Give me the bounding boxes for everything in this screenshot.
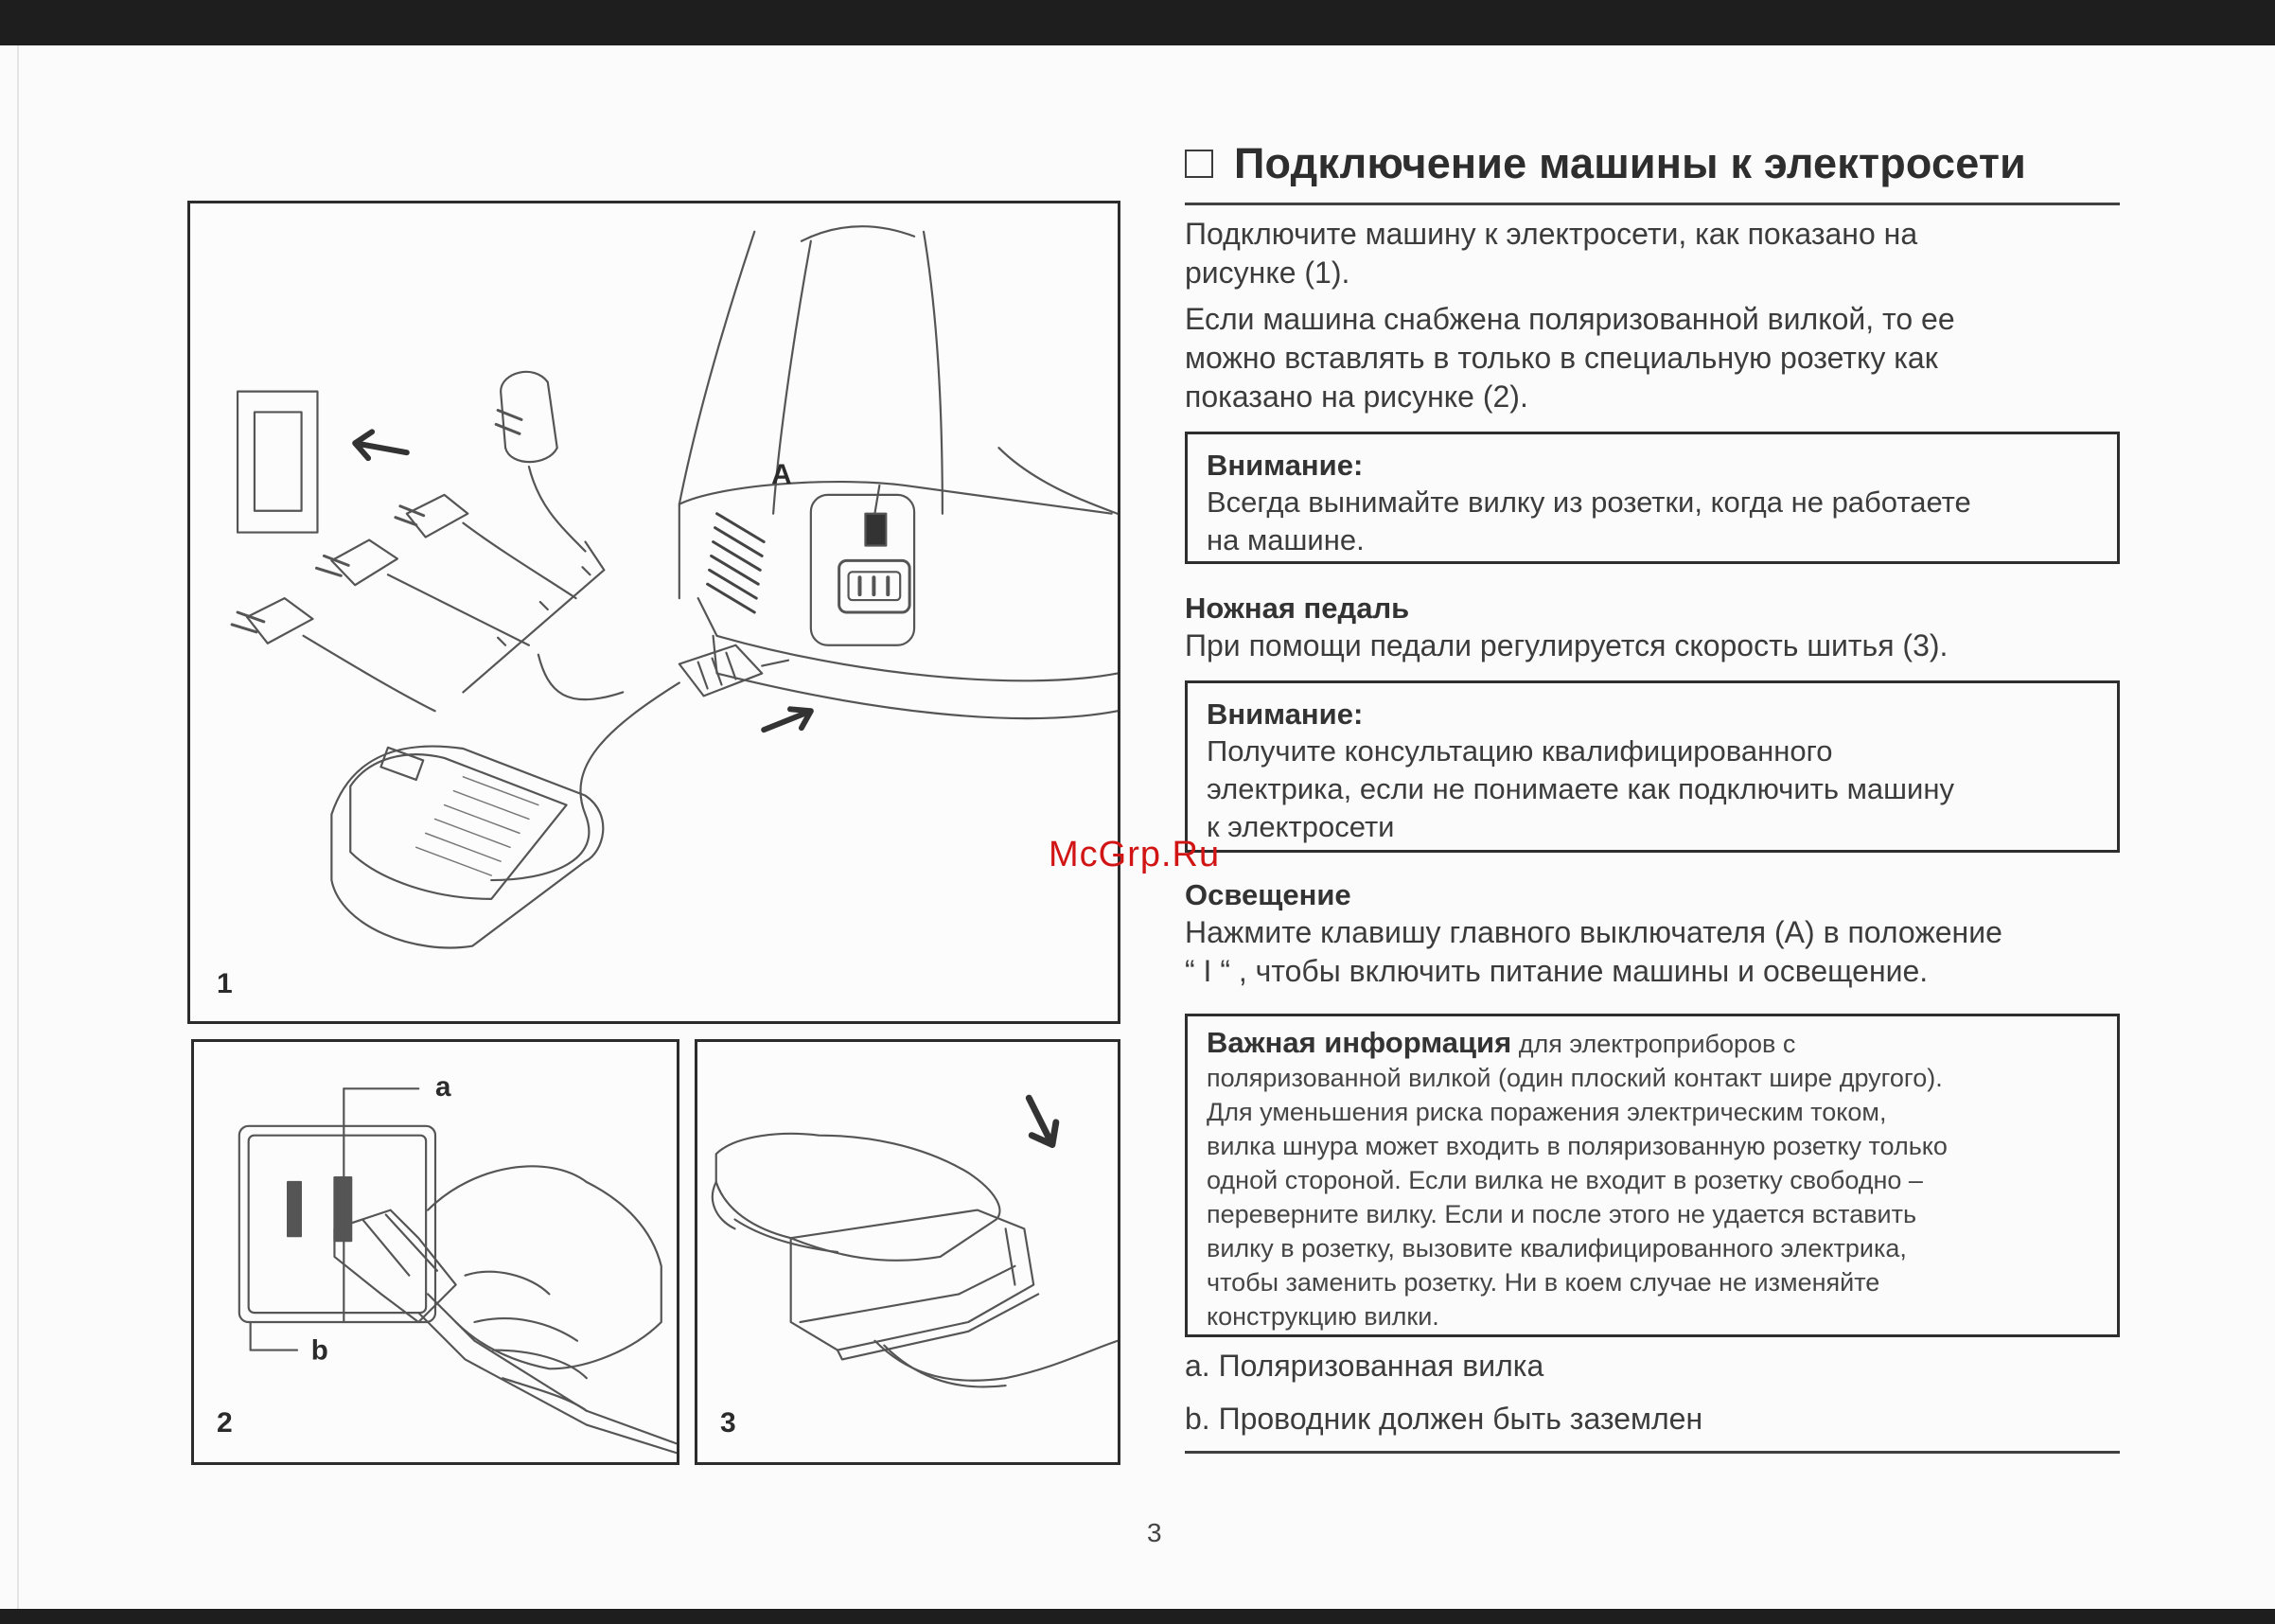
- label-A: A: [771, 458, 792, 490]
- arrow-press-down-icon: [1029, 1098, 1056, 1144]
- title-rule: [1185, 203, 2120, 205]
- figure-1-illustration: [190, 203, 1118, 1021]
- bottom-rule: [1185, 1451, 2120, 1454]
- section-title: Подключение машины к электросети: [1234, 139, 2026, 187]
- legend-item-a: a. Поляризованная вилка: [1185, 1349, 1544, 1383]
- figure-3-illustration: [697, 1042, 1118, 1462]
- foot-pedal-text: При помощи педали регулируется скорость шитья (3).: [1185, 628, 1949, 662]
- intro-paragraph-1: Подключите машину к электросети, как показано на рисунке (1).: [1185, 217, 1918, 290]
- figure-2-illustration: [194, 1042, 677, 1462]
- power-switch-panel: [811, 495, 914, 645]
- hand: [428, 1166, 661, 1368]
- lighting-heading: Освещение: [1185, 878, 1351, 911]
- power-switch-a: [865, 514, 886, 546]
- arrow-to-outlet-icon: [355, 432, 407, 458]
- foot-pedal: [331, 747, 603, 948]
- lighting-section: Освещение Нажмите клавишу главного выключателя (A) в положение “ I “ , чтобы включить питание машины и освещение.: [1185, 877, 2120, 991]
- figure-1-number: 1: [217, 968, 233, 999]
- warning-2-heading: Внимание:: [1207, 697, 1364, 731]
- foot-pedal-section: [1185, 591, 2120, 665]
- label-a: a: [434, 1071, 451, 1103]
- important-heading: Важная информация: [1207, 1026, 1512, 1059]
- figure-3-number: 3: [720, 1407, 736, 1439]
- intro-paragraph-2: Если машина снабжена поляризованной вилкой, то ее можно вставлять в только в специальную розетку как показано на рисунке (2).: [1185, 302, 1955, 414]
- adapter-plug: [501, 372, 557, 462]
- figure-2-polarized-plug: [191, 1039, 679, 1465]
- machine-base: [679, 482, 1112, 514]
- checkbox-icon: [1185, 150, 1213, 178]
- legend-item-b: b. Проводник должен быть заземлен: [1185, 1402, 1703, 1436]
- pedal: [791, 1210, 1034, 1350]
- outlet-slot-narrow: [288, 1182, 301, 1236]
- text-column: [1185, 131, 2120, 1454]
- important-info-box: Важная информация для электроприборов с поляризованной вилкой (один плоский контакт шире другого). Для уменьшения риска поражения электрическим током, вилка шнура может входить в поляризованную розетку только одной стороной. Если вилка не входит в розетку свободно – переверните вилку. Если и после этого не удается вставить вилку в розетку, вызовите квалифицированного электрика, чтобы заменить розетку. Ни в коем случае не изменяйте конструкцию вилки.: [1185, 1014, 2120, 1337]
- figure-3-pedal-press: [695, 1039, 1120, 1465]
- foot-pedal-heading: Ножная педаль: [1185, 591, 1410, 625]
- figure-1-power-connection: [187, 201, 1120, 1024]
- plug-1: [407, 495, 468, 538]
- arrow-to-machine-icon: [764, 709, 811, 730]
- shoe: [716, 1134, 1000, 1261]
- page-number: 3: [1147, 1518, 1162, 1547]
- figure-2-number: 2: [217, 1407, 233, 1439]
- warning-box-1: Внимание: Всегда вынимайте вилку из розетки, когда не работаете на машине.: [1185, 432, 2120, 564]
- legend-list: [1185, 1347, 2120, 1438]
- label-b: b: [310, 1334, 328, 1367]
- warning-1-heading: Внимание:: [1207, 449, 1364, 482]
- machine-cord-plug: [679, 645, 762, 697]
- warning-box-2: Внимание: Получите консультацию квалифицированного электрика, если не понимаете как подключить машину к электросети: [1185, 680, 2120, 853]
- section-title-row: [1185, 131, 2120, 197]
- manual-page: [0, 45, 2275, 1609]
- watermark: McGrp.Ru: [1049, 835, 1221, 874]
